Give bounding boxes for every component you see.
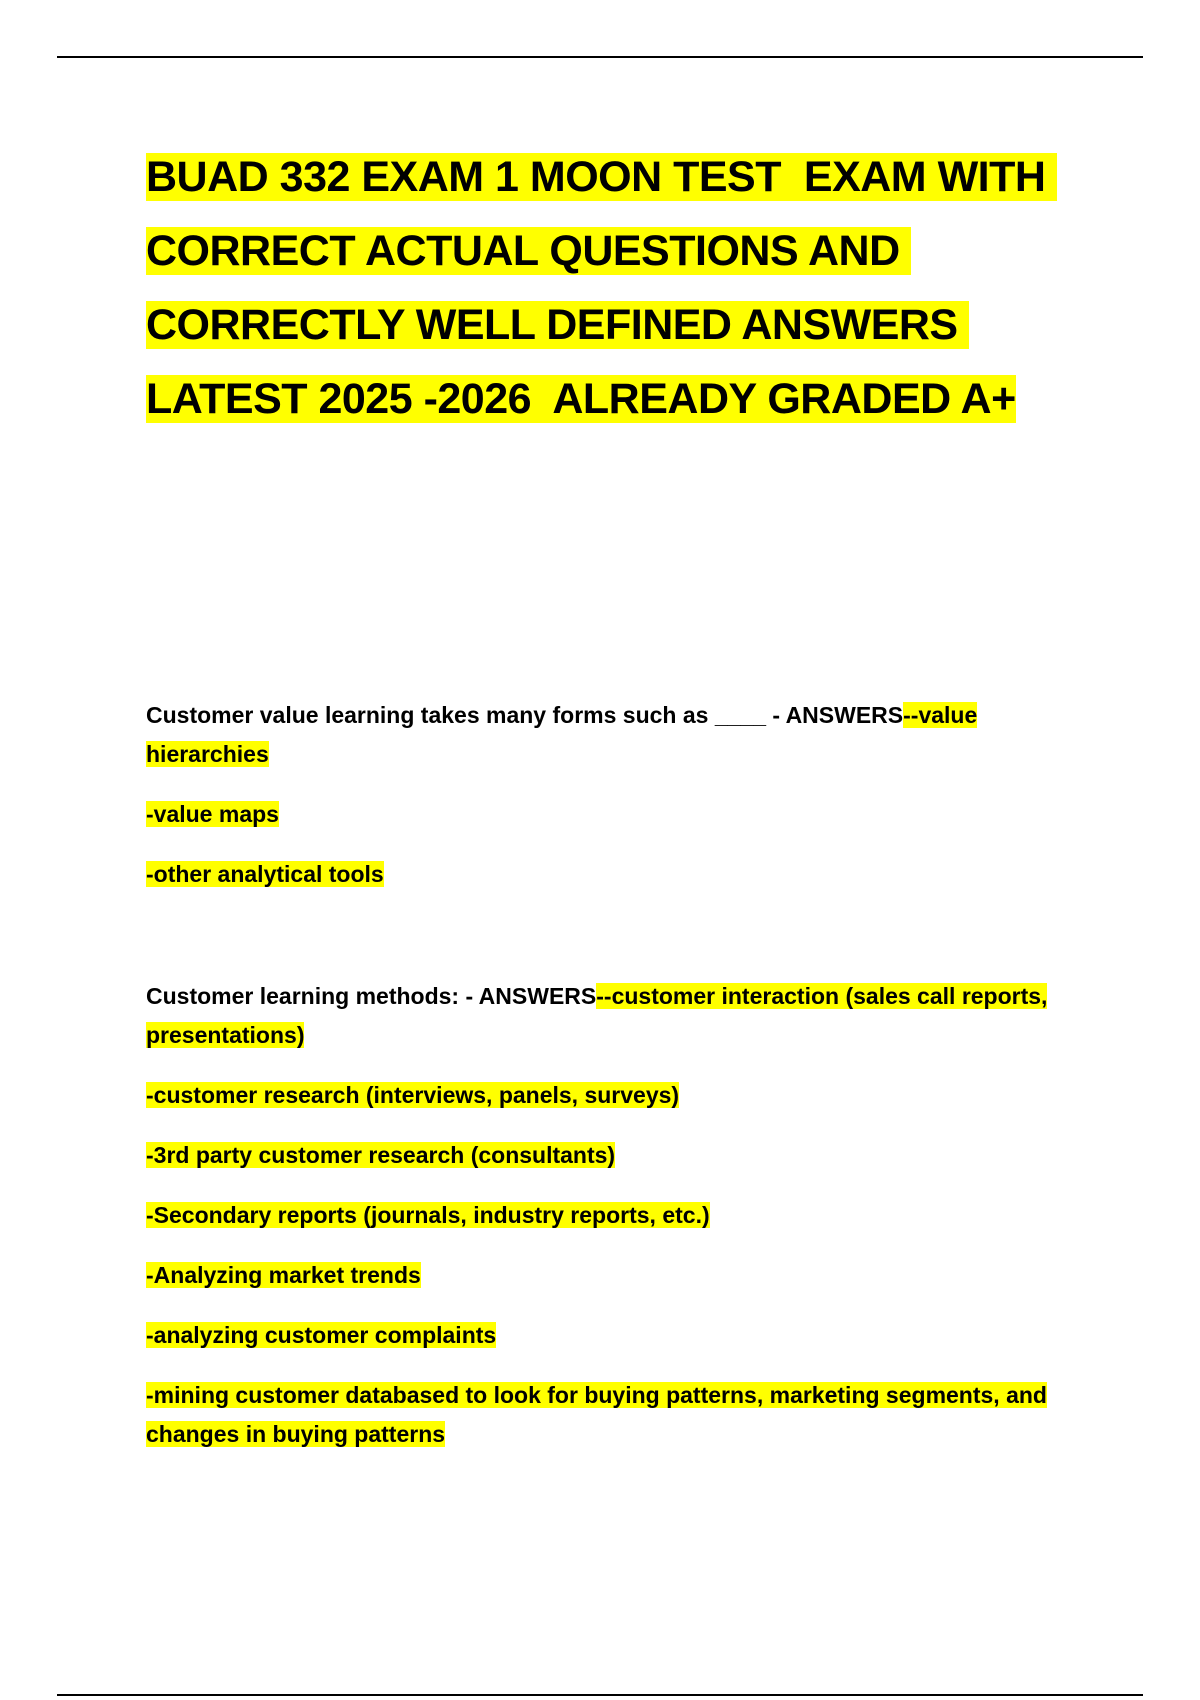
bottom-rule [57,1694,1143,1696]
answer-highlight: -analyzing customer complaints [146,1322,497,1348]
answer-item [146,795,1066,834]
document-title [146,140,1086,436]
answer-highlight: --value hierarchies [146,702,978,767]
answer-item [146,1256,1066,1295]
top-rule [57,56,1143,58]
answer-highlight: --customer interaction (sales call reports, presentations) [146,983,1048,1048]
answer-item [146,855,1066,894]
answer-highlight: -Analyzing market trends [146,1262,421,1288]
question-prompt [146,977,1066,1055]
answer-highlight: -value maps [146,801,279,827]
answer-highlight: -other analytical tools [146,861,384,887]
answer-item [146,1076,1066,1115]
answer-item [146,1196,1066,1235]
document-title-text: BUAD 332 EXAM 1 MOON TEST EXAM WITH CORRECT ACTUAL QUESTIONS AND CORRECTLY WELL DEFINED ANSWERS LATEST 2025 -2026 ALREADY GRADED A+ [146,153,1057,423]
answer-item [146,1136,1066,1175]
answer-highlight: -mining customer databased to look for buying patterns, marketing segments, and changes in buying patterns [146,1382,1047,1447]
answer-highlight: -3rd party customer research (consultants) [146,1142,616,1168]
question-text: Customer learning methods: - ANSWERS [146,983,597,1009]
question-text: Customer value learning takes many forms such as ____ - ANSWERS [146,702,904,728]
answer-item [146,1376,1066,1454]
answer-highlight: -Secondary reports (journals, industry reports, etc.) [146,1202,710,1228]
question-block-1 [146,696,1066,894]
question-prompt [146,696,1066,774]
question-block-2 [146,977,1066,1454]
answer-item [146,1316,1066,1355]
answer-highlight: -customer research (interviews, panels, surveys) [146,1082,680,1108]
